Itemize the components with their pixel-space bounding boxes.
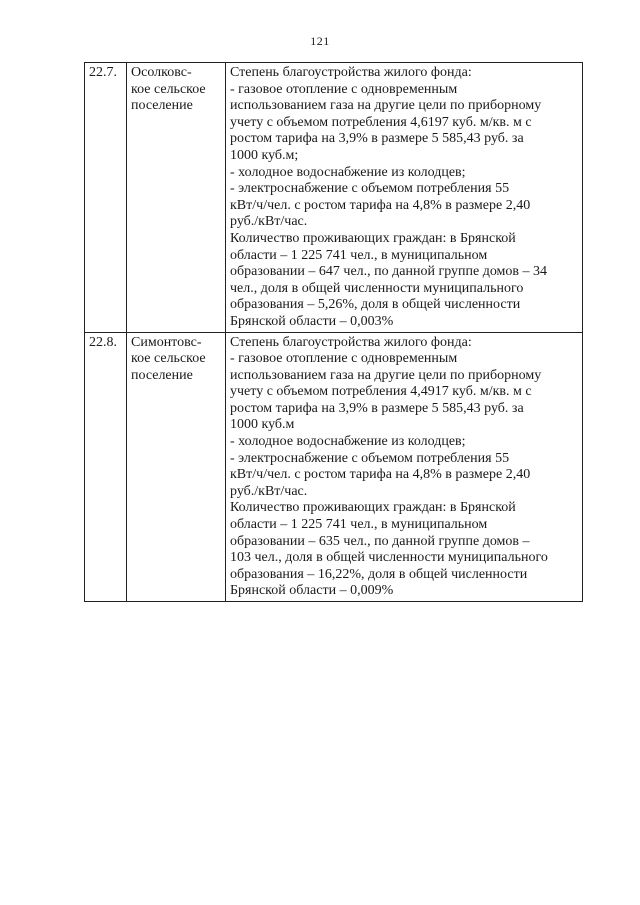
description-line: руб./кВт/час. [230,483,308,499]
description-line: Количество проживающих граждан: в Брянской [230,500,516,516]
table-row [85,332,583,602]
description-line: - газовое отопление с одновременным [230,81,458,97]
description-line: использованием газа на другие цели по приборному [230,367,542,383]
settlements-table [84,62,583,602]
description-line: кВт/ч/чел. с ростом тарифа на 4,8% в размере 2,40 [230,467,531,483]
description-line: образования – 5,26%, доля в общей численности [230,297,521,313]
table-body [85,63,583,602]
settlement-name [127,63,226,333]
housing-description [226,63,583,333]
settlement-name-line: кое сельское [131,81,206,97]
settlement-name-line: кое сельское [131,351,206,367]
description-line: Брянской области – 0,009% [230,583,394,599]
settlement-name-line: поселение [131,98,193,114]
description-line: 103 чел., доля в общей численности муниципального [230,550,548,566]
settlement-name [127,332,226,602]
description-line: кВт/ч/чел. с ростом тарифа на 4,8% в размере 2,40 [230,197,531,213]
description-line: использованием газа на другие цели по приборному [230,98,542,114]
description-line: ростом тарифа на 3,9% в размере 5 585,43 руб. за [230,131,524,147]
description-line: Количество проживающих граждан: в Брянской [230,230,516,246]
description-line: образовании – 647 чел., по данной группе домов – 34 [230,264,548,280]
description-line: - холодное водоснабжение из колодцев; [230,434,466,450]
settlement-name-line: поселение [131,367,193,383]
description-line: - электроснабжение с объемом потребления 55 [230,181,510,197]
description-line: учету с объемом потребления 4,6197 куб. м/кв. м с [230,114,532,130]
description-line: образовании – 635 чел., по данной группе домов – [230,533,530,549]
description-line: области – 1 225 741 чел., в муниципальном [230,517,488,533]
description-line: ростом тарифа на 3,9% в размере 5 585,43 руб. за [230,400,524,416]
row-number: 22.7. [85,63,127,333]
description-line: учету с объемом потребления 4,4917 куб. м/кв. м с [230,384,532,400]
description-line: образования – 16,22%, доля в общей численности [230,566,528,582]
table-row [85,63,583,333]
settlement-name-line: Осолковс- [131,65,192,80]
description-line: руб./кВт/час. [230,214,308,230]
row-number: 22.8. [85,332,127,602]
description-line: чел., доля в общей численности муниципального [230,280,524,296]
description-line: Степень благоустройства жилого фонда: [230,334,472,350]
description-line: Брянской области – 0,003% [230,313,394,329]
description-line: - газовое отопление с одновременным [230,351,458,367]
page-number: 121 [310,34,330,48]
description-line: Степень благоустройства жилого фонда: [230,65,472,80]
housing-description [226,332,583,602]
settlement-name-line: Симонтовс- [131,334,202,350]
description-line: - холодное водоснабжение из колодцев; [230,164,466,180]
description-line: 1000 куб.м; [230,147,299,163]
description-line: - электроснабжение с объемом потребления 55 [230,450,510,466]
description-line: 1000 куб.м [230,417,295,433]
description-line: области – 1 225 741 чел., в муниципальном [230,247,488,263]
